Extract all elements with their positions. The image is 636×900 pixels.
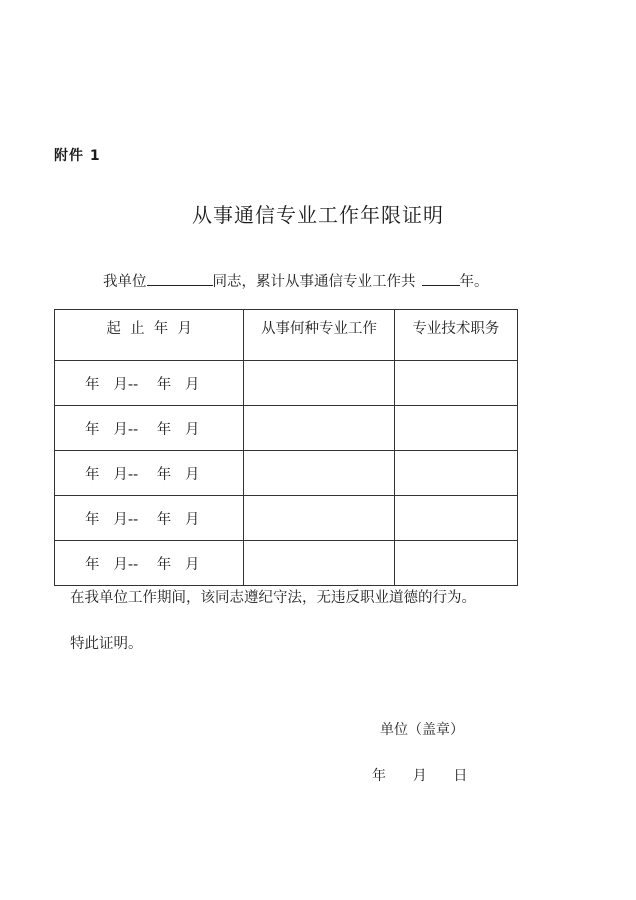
period-cell[interactable]: 年 月-- 年 月: [55, 541, 244, 586]
professional-title-cell[interactable]: [394, 451, 517, 496]
conduct-statement: 在我单位工作期间，该同志遵纪守法，无违反职业道德的行为。: [70, 590, 476, 606]
work-type-cell[interactable]: [244, 541, 394, 586]
table-row: [55, 496, 518, 541]
years-blank[interactable]: [422, 284, 460, 286]
period-cell[interactable]: 年 月-- 年 月: [55, 406, 244, 451]
attachment-label: 附件 1: [54, 148, 101, 164]
professional-title-cell[interactable]: [394, 541, 517, 586]
period-cell[interactable]: 年 月-- 年 月: [55, 451, 244, 496]
period-cell[interactable]: 年 月-- 年 月: [55, 361, 244, 406]
work-type-cell[interactable]: [244, 496, 394, 541]
table-row: [55, 361, 518, 406]
statement-suffix: 年。: [459, 274, 489, 290]
work-type-cell[interactable]: [244, 361, 394, 406]
document-title: 从事通信专业工作年限证明: [192, 203, 444, 227]
statement-prefix: 我单位: [103, 274, 147, 290]
header-professional-title: 专业技术职务: [394, 310, 517, 361]
table-row: [55, 451, 518, 496]
table-row: [55, 406, 518, 451]
work-type-cell[interactable]: [244, 406, 394, 451]
certify-text: 特此证明。: [70, 636, 143, 652]
professional-title-cell[interactable]: [394, 361, 517, 406]
period-cell[interactable]: 年 月-- 年 月: [55, 496, 244, 541]
name-blank[interactable]: [147, 284, 213, 286]
header-work-type: 从事何种专业工作: [244, 310, 394, 361]
professional-title-cell[interactable]: [394, 496, 517, 541]
table-header-row: [55, 310, 518, 361]
header-period: 起 止 年 月: [55, 310, 244, 361]
table-row: [55, 541, 518, 586]
statement-middle: 同志，累计从事通信专业工作共: [212, 274, 416, 290]
professional-title-cell[interactable]: [394, 406, 517, 451]
work-history-table: [54, 309, 518, 586]
unit-stamp-label: 单位（盖章）: [380, 722, 464, 738]
statement-line: [103, 270, 489, 291]
work-type-cell[interactable]: [244, 451, 394, 496]
date-line: 年 月 日: [372, 768, 468, 784]
